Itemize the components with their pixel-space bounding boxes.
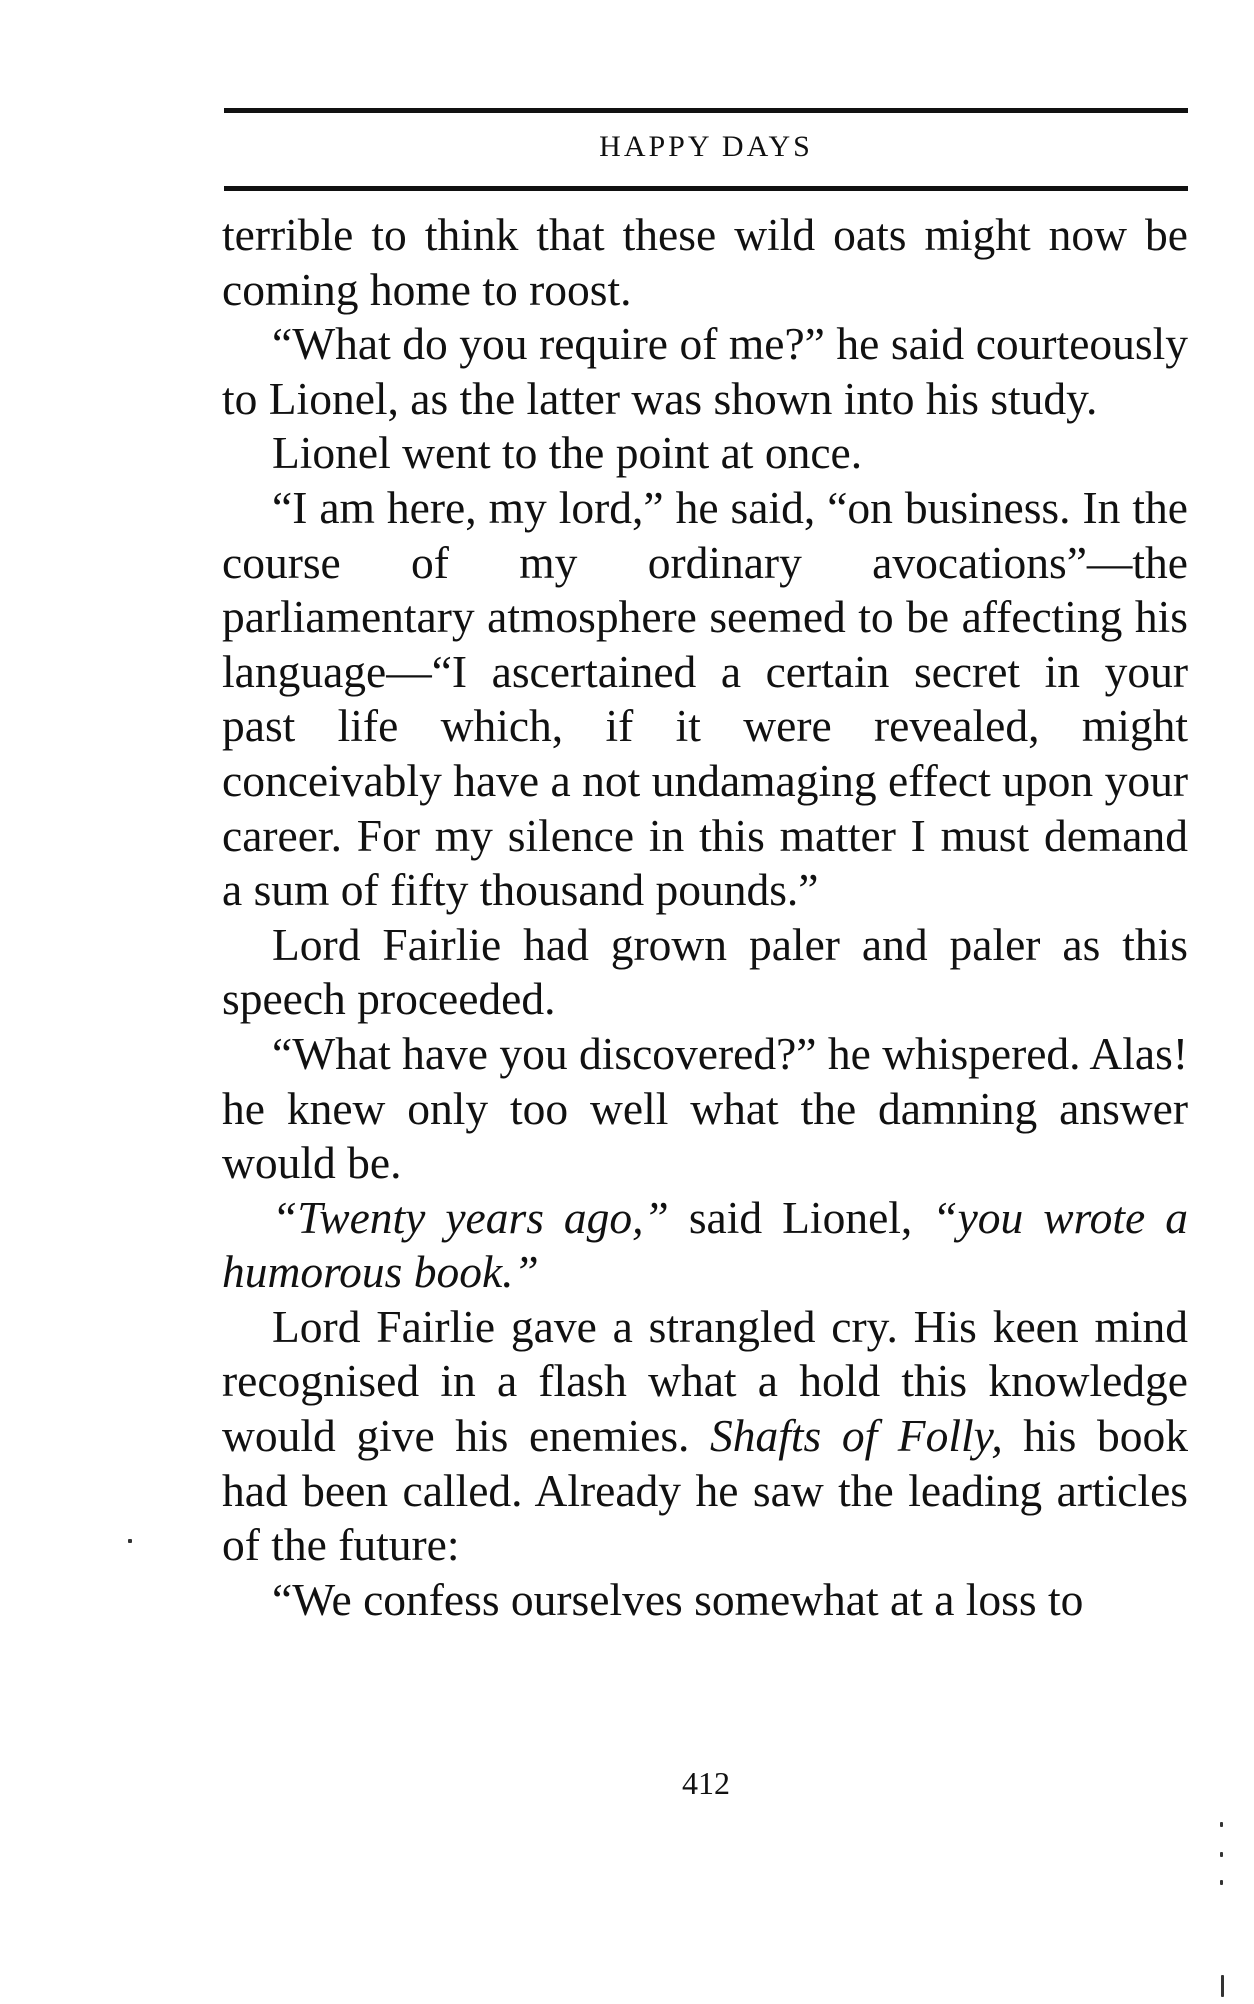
- scan-speck: [128, 1539, 132, 1543]
- scan-speck: [1220, 1822, 1223, 1827]
- scan-speck: [1220, 1852, 1223, 1857]
- italic-quote: “Twenty years ago,”: [272, 1191, 669, 1243]
- paragraph: terrible to think that these wild oats might now be coming home to roost.: [222, 209, 1188, 315]
- header-rule-bottom: [224, 186, 1188, 191]
- paragraph: “What do you require of me?” he said courteously to Lionel, as the latter was shown into his study.: [222, 318, 1188, 424]
- paragraph: “I am here, my lord,” he said, “on business. In the course of my ordinary avocations”—the parliamentary atmosphere seemed to be affecting his language—“I ascertained a certain secret in your past life which, if it were revealed, might conceivably have a not undamaging effect upon your career. For my silence in this matter I must demand a sum of fifty thousand pounds.”: [222, 481, 1188, 916]
- paragraph-text: his book had been called. Already he saw the leading articles of the future:: [222, 1410, 1188, 1571]
- paragraph: “We confess ourselves somewhat at a loss to: [272, 1573, 1084, 1625]
- paragraph: [222, 1300, 1188, 1573]
- italic-quote: “you wrote a humorous book.”: [222, 1191, 1188, 1298]
- paragraph-text: Lord Fairlie gave a strangled cry. His keen mind recognised in a flash what a hold this knowledge would give his enemies.: [222, 1300, 1188, 1462]
- book-title: Shafts of Folly,: [710, 1410, 1003, 1462]
- paragraph: Lionel went to the point at once.: [272, 427, 863, 479]
- scan-speck: [1221, 1975, 1224, 1997]
- paragraph: “What have you discovered?” he whispered. Alas! he knew only too well what the damning answer would be.: [222, 1027, 1188, 1189]
- running-head: HAPPY DAYS: [599, 130, 813, 163]
- page-number: 412: [682, 1765, 730, 1801]
- body-text: [222, 208, 1188, 1627]
- paragraph: Lord Fairlie had grown paler and paler as this speech proceeded.: [222, 918, 1188, 1025]
- paragraph: [222, 1191, 1188, 1300]
- scan-speck: [1220, 1880, 1223, 1885]
- paragraph-text: said Lionel,: [668, 1191, 933, 1243]
- header-rule-top: [224, 108, 1188, 113]
